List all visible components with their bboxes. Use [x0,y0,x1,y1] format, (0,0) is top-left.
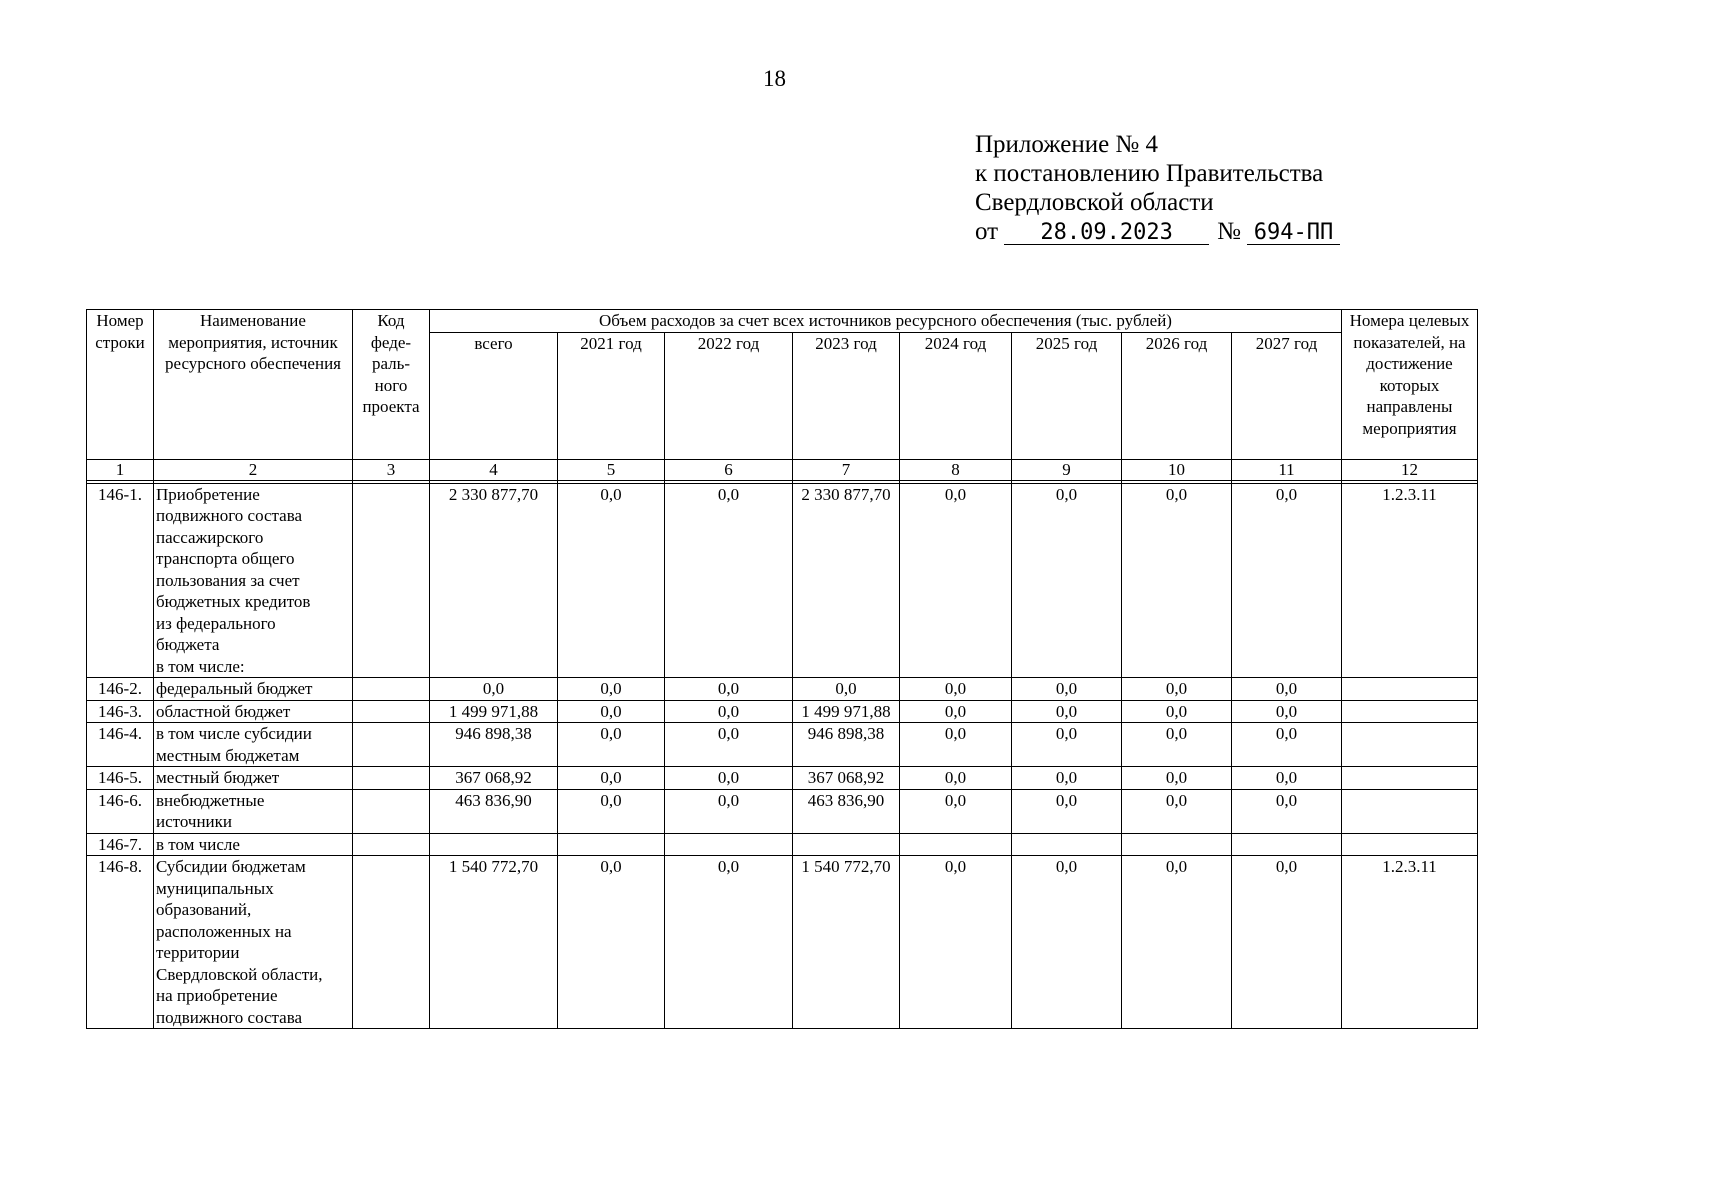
row-name-line: транспорта общего [156,549,295,568]
page-number: 18 [763,66,786,91]
row-targets-cell [1342,723,1478,767]
row-year-value-cell: 0,0 [1012,767,1122,790]
row-code-cell [353,678,430,701]
row-year-value-cell: 463 836,90 [793,789,900,833]
column-number-cell: 8 [900,459,1012,480]
header-targets: Номера целевых показателей, на достижение которых направлены мероприятия [1342,310,1478,460]
header-code-title: Код [377,311,405,330]
column-number-cell: 6 [665,459,793,480]
row-code-cell [353,789,430,833]
header-year-2022: 2022 год [665,332,793,459]
table-row [87,789,1478,833]
row-year-value-cell: 0,0 [1122,723,1232,767]
row-name-line: Приобретение [156,484,260,504]
header-total: всего [430,332,558,459]
row-year-value-cell: 0,0 [1012,678,1122,701]
row-name-line: подвижного состава [156,1007,303,1027]
row-name-line: бюджета [156,635,220,654]
row-name-line: местный бюджет [156,768,280,787]
row-year-value-cell: 946 898,38 [793,723,900,767]
row-year-value-cell: 0,0 [1232,700,1342,723]
column-number-cell: 12 [1342,459,1478,480]
row-name-line: пассажирского [156,527,264,547]
row-total-cell: 1 499 971,88 [430,700,558,723]
row-year-value-cell: 0,0 [1122,483,1232,678]
row-name-cell [154,700,353,723]
header-name: Наименование мероприятия, источник ресурсного обеспечения [154,310,353,460]
row-year-value-cell: 0,0 [558,678,665,701]
column-number-cell: 5 [558,459,665,480]
row-year-value-cell: 0,0 [1012,856,1122,1029]
row-year-value-cell [793,833,900,856]
row-year-value-cell: 0,0 [1012,483,1122,678]
row-code-cell [353,767,430,790]
row-year-value-cell: 0,0 [1012,723,1122,767]
row-name-line: бюджетных кредитов [156,592,311,611]
expenditure-table [86,309,1478,1029]
row-name-cell [154,767,353,790]
row-name-cell [154,833,353,856]
row-name-line: Субсидии бюджетам [156,857,306,876]
table-row [87,483,1478,678]
row-year-value-cell: 0,0 [1012,789,1122,833]
appendix-header [975,130,1340,246]
row-name-line: муниципальных [156,878,274,898]
row-name-line: пользования за счет [156,570,300,590]
row-name-line: федеральный бюджет [156,679,313,698]
row-year-value-cell [1012,833,1122,856]
header-code-line: феде- [370,332,412,352]
row-year-value-cell: 0,0 [558,789,665,833]
row-year-value-cell: 0,0 [793,678,900,701]
row-year-value-cell: 0,0 [665,767,793,790]
row-year-value-cell: 0,0 [558,767,665,790]
column-number-cell: 3 [353,459,430,480]
row-year-value-cell [665,833,793,856]
row-year-value-cell [1232,833,1342,856]
row-name-line: территории [156,943,240,962]
row-name-cell [154,483,353,678]
row-name-line: на приобретение [156,986,278,1005]
header-year-2021: 2021 год [558,332,665,459]
row-year-value-cell: 1 540 772,70 [793,856,900,1029]
row-number-cell: 146-4. [87,723,154,767]
row-year-value-cell: 0,0 [900,700,1012,723]
row-name-line: местным бюджетам [156,745,300,765]
row-name-line: образований, [156,900,252,919]
row-year-value-cell: 0,0 [1232,767,1342,790]
row-year-value-cell: 0,0 [665,856,793,1029]
row-year-value-cell: 0,0 [558,700,665,723]
row-year-value-cell: 0,0 [665,789,793,833]
row-year-value-cell: 367 068,92 [793,767,900,790]
column-number-cell: 7 [793,459,900,480]
row-name-line: Свердловской области, [156,964,323,984]
appendix-region-line: Свердловской области [975,189,1214,216]
row-total-cell: 2 330 877,70 [430,483,558,678]
row-number-cell: 146-5. [87,767,154,790]
from-label: от [975,218,999,245]
row-name-cell [154,789,353,833]
column-number-cell: 2 [154,459,353,480]
row-year-value-cell: 0,0 [665,678,793,701]
number-label: № [1217,218,1241,245]
column-number-cell: 10 [1122,459,1232,480]
row-year-value-cell: 0,0 [1232,483,1342,678]
row-year-value-cell: 0,0 [665,700,793,723]
appendix-title: Приложение № 4 [975,131,1159,158]
header-year-2027: 2027 год [1232,332,1342,459]
column-number-cell: 11 [1232,459,1342,480]
row-name-line: источники [156,812,233,831]
appendix-date-line [975,217,1340,246]
table-row [87,856,1478,1029]
row-year-value-cell: 0,0 [558,856,665,1029]
table-row [87,723,1478,767]
row-targets-cell: 1.2.3.11 [1342,856,1478,1029]
row-number-cell: 146-3. [87,700,154,723]
header-row-number: Номер строки [87,310,154,460]
row-name-line: областной бюджет [156,701,291,721]
row-year-value-cell: 2 330 877,70 [793,483,900,678]
header-year-2026: 2026 год [1122,332,1232,459]
row-code-cell [353,700,430,723]
row-year-value-cell: 0,0 [665,723,793,767]
row-year-value-cell [1122,833,1232,856]
header-code-lines [355,332,427,418]
row-targets-cell [1342,789,1478,833]
header-code-line: раль- [371,354,411,373]
row-code-cell [353,483,430,678]
table-row [87,678,1478,701]
row-code-cell [353,856,430,1029]
row-targets-cell [1342,767,1478,790]
header-code [353,310,430,460]
table-row [87,700,1478,723]
row-year-value-cell: 0,0 [900,723,1012,767]
row-year-value-cell: 0,0 [900,856,1012,1029]
row-number-cell: 146-8. [87,856,154,1029]
row-targets-cell [1342,678,1478,701]
row-year-value-cell: 0,0 [1232,678,1342,701]
row-name-line: из федерального [156,613,276,633]
row-year-value-cell: 0,0 [558,723,665,767]
row-year-value-cell: 0,0 [1232,789,1342,833]
row-year-value-cell: 0,0 [900,483,1012,678]
row-number-cell: 146-7. [87,833,154,856]
row-name-cell [154,723,353,767]
column-number-row [87,459,1478,480]
row-total-cell: 367 068,92 [430,767,558,790]
row-code-cell [353,833,430,856]
row-year-value-cell: 0,0 [1232,856,1342,1029]
row-name-line: в том числе: [156,656,245,676]
row-code-cell [353,723,430,767]
row-year-value-cell: 0,0 [900,789,1012,833]
row-year-value-cell: 0,0 [1122,700,1232,723]
row-total-cell: 463 836,90 [430,789,558,833]
header-year-2023: 2023 год [793,332,900,459]
row-year-value-cell: 0,0 [1122,856,1232,1029]
row-year-value-cell: 0,0 [1232,723,1342,767]
row-year-value-cell: 0,0 [900,767,1012,790]
row-year-value-cell: 0,0 [1122,789,1232,833]
row-year-value-cell: 0,0 [558,483,665,678]
header-volume-group: Объем расходов за счет всех источников ресурсного обеспечения (тыс. рублей) [430,310,1342,333]
resolution-date: 28.09.2023 [1004,222,1209,245]
table-body [87,310,1478,1029]
row-targets-cell [1342,700,1478,723]
row-year-value-cell: 0,0 [665,483,793,678]
row-name-line: внебюджетные [156,790,265,810]
row-year-value-cell: 0,0 [900,678,1012,701]
row-targets-cell: 1.2.3.11 [1342,483,1478,678]
row-total-cell: 1 540 772,70 [430,856,558,1029]
table-row [87,833,1478,856]
row-total-cell: 946 898,38 [430,723,558,767]
row-targets-cell [1342,833,1478,856]
column-number-cell: 4 [430,459,558,480]
row-name-cell [154,856,353,1029]
row-number-cell: 146-6. [87,789,154,833]
header-year-2024: 2024 год [900,332,1012,459]
row-year-value-cell: 0,0 [1122,767,1232,790]
row-total-cell [430,833,558,856]
appendix-resolution-line: к постановлению Правительства [975,160,1324,187]
header-year-2025: 2025 год [1012,332,1122,459]
row-year-value-cell [900,833,1012,856]
row-total-cell: 0,0 [430,678,558,701]
header-row-1 [87,310,1478,333]
column-number-cell: 9 [1012,459,1122,480]
row-name-cell [154,678,353,701]
header-code-line: ного [374,375,408,395]
column-number-cell: 1 [87,459,154,480]
table-row [87,767,1478,790]
row-year-value-cell: 1 499 971,88 [793,700,900,723]
row-year-value-cell [558,833,665,856]
header-code-line: проекта [362,397,420,416]
row-year-value-cell: 0,0 [1012,700,1122,723]
row-number-cell: 146-2. [87,678,154,701]
row-number-cell: 146-1. [87,483,154,678]
row-name-line: расположенных на [156,921,292,941]
resolution-number: 694-ПП [1247,222,1340,245]
row-name-line: подвижного состава [156,506,303,525]
row-name-line: в том числе субсидии [156,724,312,743]
row-name-line: в том числе [156,834,240,854]
row-year-value-cell: 0,0 [1122,678,1232,701]
